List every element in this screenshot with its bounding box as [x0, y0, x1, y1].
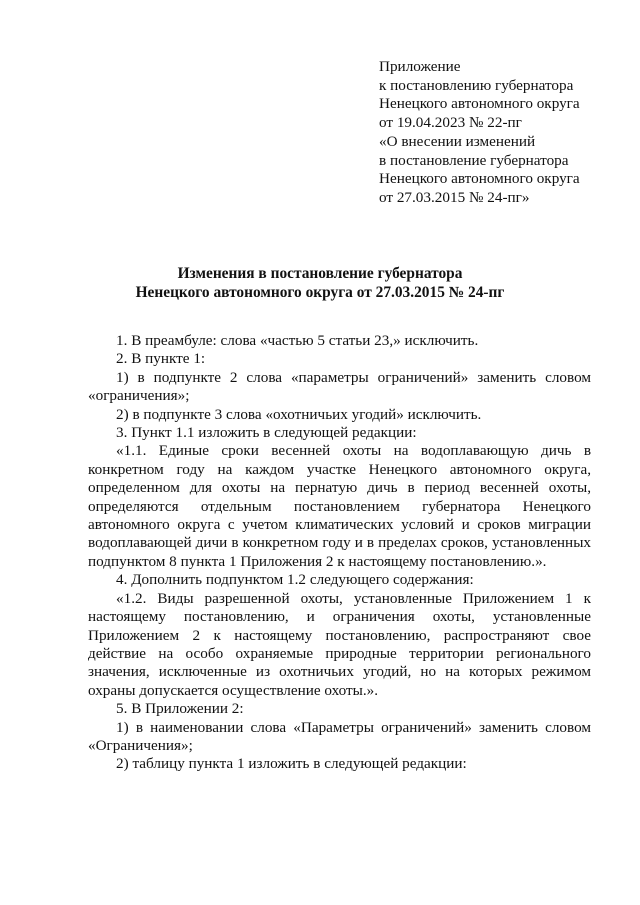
title-line-1: Изменения в постановление губернатора [177, 265, 463, 282]
appendix-line: Приложение [379, 58, 461, 75]
document-title [88, 264, 552, 302]
title-line-2: Ненецкого автономного округа от 27.03.2015 № 24-пг [135, 284, 505, 301]
appendix-header [379, 58, 629, 208]
paragraph: 1) в наименовании слова «Параметры ограничений» заменить словом «Ограничения»; [88, 718, 591, 754]
paragraph: 2) в подпункте 3 слова «охотничьих угодий» исключить. [116, 405, 482, 423]
paragraph: 2) таблицу пункта 1 изложить в следующей редакции: [116, 755, 467, 773]
appendix-line: от 19.04.2023 № 22-пг [379, 114, 522, 132]
paragraph: 2. В пункте 1: [116, 350, 206, 368]
appendix-line: к постановлению губернатора [379, 76, 574, 94]
paragraph: 1) в подпункте 2 слова «параметры ограничений» заменить словом «ограничения»; [88, 368, 591, 405]
paragraph: «1.2. Виды разрешенной охоты, установленные Приложением 1 к настоящему постановлению, и ограничения охоты, установленные Приложением 2 к настоящему постановлению, распространяют свое действие на особо охраняемые природные территории регионального значения, исключенные из охотничьих угодий, но на которых режимом охраны допускается осуществление охоты.». [88, 589, 591, 699]
appendix-line: «О внесении изменений [379, 132, 536, 150]
paragraph: 1. В преамбуле: слова «частью 5 статьи 23,» исключить. [116, 332, 479, 349]
paragraph: «1.1. Единые сроки весенней охоты на водоплавающую дичь в конкретном году на каждом участке Ненецкого автономного округа, определенном для охоты на пернатую дичь в период весенней охоты, определяются отдельным постановлением губернатора Ненецкого автономного округа с учетом климатических условий и сроков миграции водоплавающей дичи в конкретном году и в пределах сроков, установленных подпунктом 8 пункта 1 Приложения 2 к настоящему постановлению.». [88, 442, 591, 570]
appendix-line: Ненецкого автономного округа [379, 95, 580, 113]
appendix-line: Ненецкого автономного округа [379, 170, 580, 188]
paragraph: 4. Дополнить подпунктом 1.2 следующего содержания: [116, 571, 474, 589]
appendix-line: от 27.03.2015 № 24-пг» [379, 188, 530, 206]
paragraph: 5. В Приложении 2: [116, 700, 244, 718]
document-body [88, 332, 591, 774]
paragraph: 3. Пункт 1.1 изложить в следующей редакции: [116, 424, 417, 442]
appendix-line: в постановление губернатора [379, 151, 569, 169]
